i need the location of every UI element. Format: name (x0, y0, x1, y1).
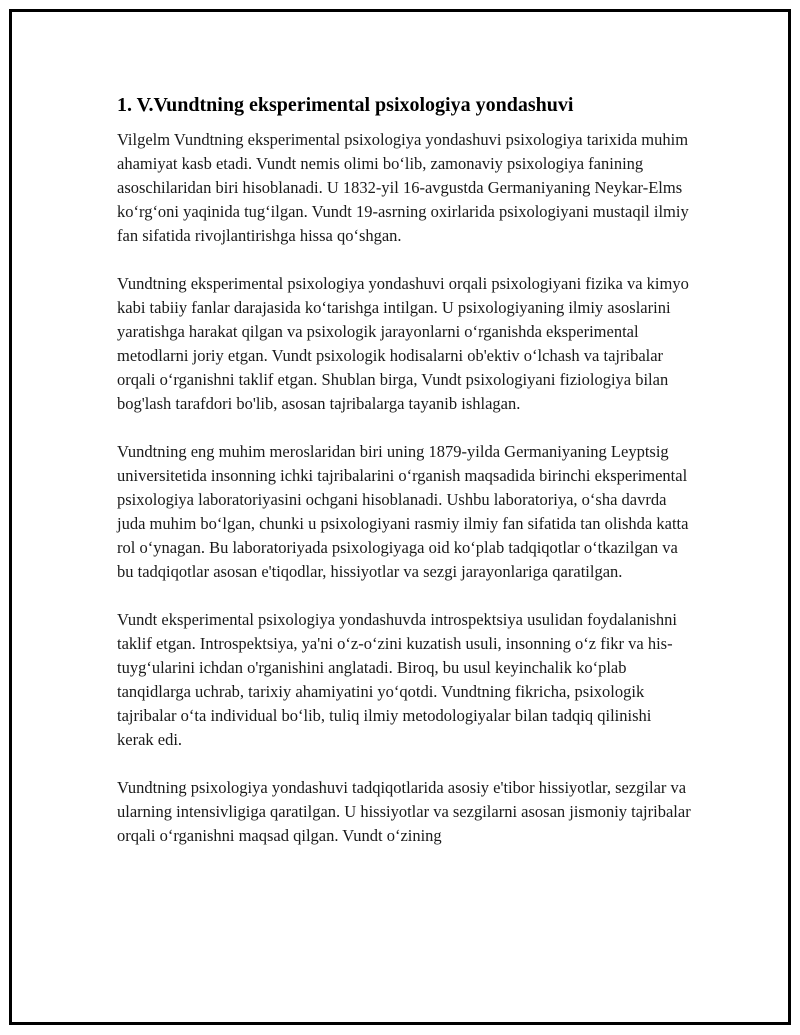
paragraph-1: Vilgelm Vundtning eksperimental psixologiya yondashuvi psixologiya tarixida muhim ahamiyat kasb etadi. Vundt nemis olimi bo‘lib, zamonaviy psixologiya fanining asoschilaridan biri hisoblanadi. U 1832-yil 16-avgustda Germaniyaning Neykar-Elms ko‘rg‘oni yaqinida tug‘ilgan. Vundt 19-asrning oxirlarida psixologiyani mustaqil ilmiy fan sifatida rivojlantirishga hissa qo‘shgan. (117, 130, 689, 245)
paragraph-5: Vundtning psixologiya yondashuvi tadqiqotlarida asosiy e'tibor hissiyotlar, sezgilar va ularning intensivligiga qaratilgan. U hissiyotlar va sezgilarni asosan jismoniy tajribalar orqali o‘rganishni maqsad qilgan. Vundt o‘zining (117, 778, 691, 845)
section-heading: 1. V.Vundtning eksperimental psixologiya yondashuvi (117, 94, 574, 116)
document-body (117, 92, 692, 872)
paragraph-2: Vundtning eksperimental psixologiya yondashuvi orqali psixologiyani fizika va kimyo kabi tabiiy fanlar darajasida ko‘tarishga intilgan. U psixologiyaning ilmiy asoslarini yaratishga harakat qilgan va psixologik jarayonlarni o‘rganishda eksperimental metodlarni joriy etgan. Vundt psixologik hodisalarni ob'ektiv o‘lchash va tajribalar orqali o‘rganishni taklif etgan. Shublan birga, Vundt psixologiyani fiziologiya bilan bog'lash tarafdori bo'lib, asosan tajribalarga tayanib ishlagan. (117, 274, 689, 413)
paragraph-3: Vundtning eng muhim meroslaridan biri uning 1879-yilda Germaniyaning Leyptsig universitetida insonning ichki tajribalarini o‘rganish maqsadida birinchi eksperimental psixologiya laboratoriyasini ochgani hisoblanadi. Ushbu laboratoriya, o‘sha davrda juda muhim bo‘lgan, chunki u psixologiyani rasmiy ilmiy fan sifatida tan olishda katta rol o‘ynagan. Bu laboratoriyada psixologiyaga oid ko‘plab tadqiqotlar o‘tkazilgan va bu tadqiqotlar asosan e'tiqodlar, hissiyotlar va sezgi jarayonlariga qaratilgan. (117, 442, 689, 581)
paragraph-4: Vundt eksperimental psixologiya yondashuvda introspektsiya usulidan foydalanishni taklif etgan. Introspektsiya, ya'ni o‘z-o‘zini kuzatish usuli, insonning o‘z fikr va his-tuyg‘ularini ichdan o'rganishini anglatadi. Biroq, bu usul keyinchalik ko‘plab tanqidlarga uchrab, tarixiy ahamiyatini yo‘qotdi. Vundtning fikricha, psixologik tajribalar o‘ta individual bo‘lib, tuliq ilmiy metodologiyalar bilan tadqiq qilinishi kerak edi. (117, 610, 677, 749)
